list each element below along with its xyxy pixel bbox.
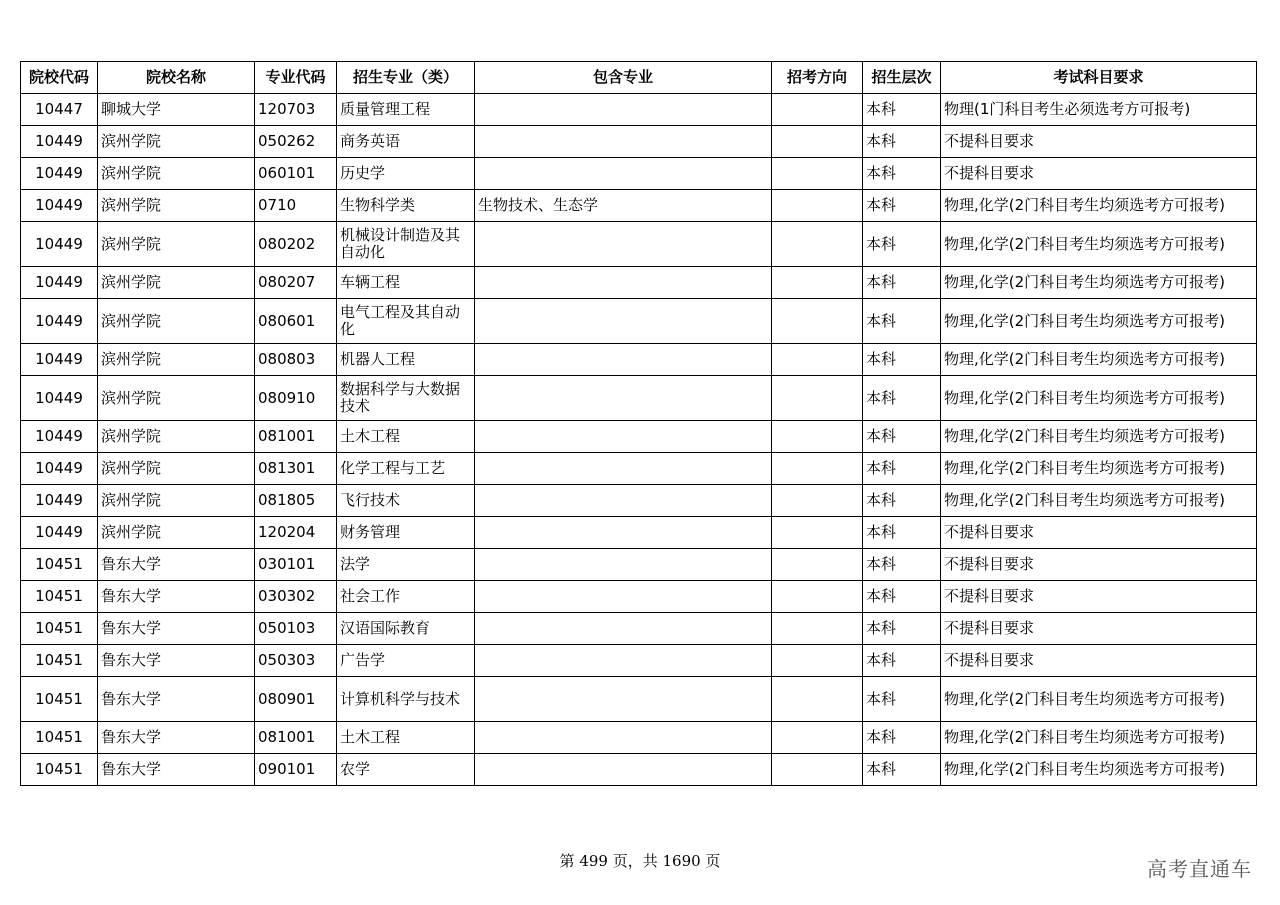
cell-school-code: 10449 bbox=[21, 158, 98, 190]
cell-level: 本科 bbox=[863, 613, 941, 645]
cell-subject-requirement: 物理(1门科目考生必须选考方可报考) bbox=[941, 94, 1257, 126]
cell-subject-requirement: 物理,化学(2门科目考生均须选考方可报考) bbox=[941, 754, 1257, 786]
cell-included-majors bbox=[475, 344, 772, 376]
cell-school-name: 滨州学院 bbox=[98, 421, 255, 453]
cell-level: 本科 bbox=[863, 645, 941, 677]
cell-school-name: 鲁东大学 bbox=[98, 613, 255, 645]
cell-school-name: 滨州学院 bbox=[98, 453, 255, 485]
table-row bbox=[21, 376, 1257, 421]
cell-school-name: 滨州学院 bbox=[98, 267, 255, 299]
cell-school-code: 10451 bbox=[21, 613, 98, 645]
table-row bbox=[21, 581, 1257, 613]
cell-major-code: 080207 bbox=[255, 267, 337, 299]
cell-level: 本科 bbox=[863, 299, 941, 344]
table-row bbox=[21, 222, 1257, 267]
cell-school-code: 10449 bbox=[21, 267, 98, 299]
cell-direction bbox=[772, 421, 863, 453]
table-row bbox=[21, 299, 1257, 344]
table-row bbox=[21, 126, 1257, 158]
cell-school-code: 10449 bbox=[21, 222, 98, 267]
cell-included-majors bbox=[475, 222, 772, 267]
cell-level: 本科 bbox=[863, 581, 941, 613]
table-row bbox=[21, 485, 1257, 517]
cell-subject-requirement: 不提科目要求 bbox=[941, 158, 1257, 190]
cell-major: 土木工程 bbox=[337, 421, 475, 453]
cell-direction bbox=[772, 126, 863, 158]
cell-direction bbox=[772, 299, 863, 344]
cell-included-majors bbox=[475, 94, 772, 126]
table-row bbox=[21, 645, 1257, 677]
cell-major-code: 060101 bbox=[255, 158, 337, 190]
cell-major-code: 080202 bbox=[255, 222, 337, 267]
table-row bbox=[21, 421, 1257, 453]
cell-school-name: 鲁东大学 bbox=[98, 549, 255, 581]
cell-included-majors bbox=[475, 645, 772, 677]
cell-included-majors bbox=[475, 722, 772, 754]
cell-subject-requirement: 物理,化学(2门科目考生均须选考方可报考) bbox=[941, 485, 1257, 517]
table-row bbox=[21, 94, 1257, 126]
cell-school-code: 10449 bbox=[21, 421, 98, 453]
cell-direction bbox=[772, 677, 863, 722]
table-row bbox=[21, 722, 1257, 754]
cell-included-majors bbox=[475, 158, 772, 190]
cell-major: 机器人工程 bbox=[337, 344, 475, 376]
cell-major: 飞行技术 bbox=[337, 485, 475, 517]
cell-major-code: 050103 bbox=[255, 613, 337, 645]
cell-major-code: 080803 bbox=[255, 344, 337, 376]
cell-direction bbox=[772, 453, 863, 485]
cell-major: 社会工作 bbox=[337, 581, 475, 613]
cell-major: 土木工程 bbox=[337, 722, 475, 754]
cell-school-name: 滨州学院 bbox=[98, 126, 255, 158]
cell-subject-requirement: 不提科目要求 bbox=[941, 581, 1257, 613]
cell-level: 本科 bbox=[863, 190, 941, 222]
cell-direction bbox=[772, 222, 863, 267]
header-row bbox=[21, 62, 1257, 94]
cell-subject-requirement: 物理,化学(2门科目考生均须选考方可报考) bbox=[941, 190, 1257, 222]
cell-major: 计算机科学与技术 bbox=[337, 677, 475, 722]
cell-direction bbox=[772, 754, 863, 786]
cell-subject-requirement: 不提科目要求 bbox=[941, 126, 1257, 158]
cell-major: 质量管理工程 bbox=[337, 94, 475, 126]
cell-school-code: 10451 bbox=[21, 754, 98, 786]
cell-direction bbox=[772, 267, 863, 299]
cell-included-majors bbox=[475, 517, 772, 549]
cell-school-code: 10449 bbox=[21, 299, 98, 344]
cell-school-name: 滨州学院 bbox=[98, 344, 255, 376]
cell-direction bbox=[772, 94, 863, 126]
cell-major: 数据科学与大数据技术 bbox=[337, 376, 475, 421]
cell-level: 本科 bbox=[863, 485, 941, 517]
cell-school-name: 鲁东大学 bbox=[98, 722, 255, 754]
cell-included-majors bbox=[475, 754, 772, 786]
table-row bbox=[21, 517, 1257, 549]
cell-level: 本科 bbox=[863, 549, 941, 581]
cell-included-majors bbox=[475, 376, 772, 421]
cell-subject-requirement: 物理,化学(2门科目考生均须选考方可报考) bbox=[941, 222, 1257, 267]
cell-subject-requirement: 物理,化学(2门科目考生均须选考方可报考) bbox=[941, 722, 1257, 754]
header-included-majors: 包含专业 bbox=[475, 62, 772, 94]
cell-major: 历史学 bbox=[337, 158, 475, 190]
cell-direction bbox=[772, 549, 863, 581]
cell-major-code: 080601 bbox=[255, 299, 337, 344]
cell-major: 电气工程及其自动化 bbox=[337, 299, 475, 344]
cell-subject-requirement: 物理,化学(2门科目考生均须选考方可报考) bbox=[941, 677, 1257, 722]
cell-school-code: 10451 bbox=[21, 581, 98, 613]
cell-included-majors bbox=[475, 581, 772, 613]
cell-direction bbox=[772, 722, 863, 754]
cell-direction bbox=[772, 376, 863, 421]
table-row bbox=[21, 190, 1257, 222]
cell-direction bbox=[772, 190, 863, 222]
cell-school-name: 滨州学院 bbox=[98, 190, 255, 222]
table-row bbox=[21, 344, 1257, 376]
cell-included-majors bbox=[475, 613, 772, 645]
cell-school-name: 滨州学院 bbox=[98, 222, 255, 267]
cell-level: 本科 bbox=[863, 754, 941, 786]
cell-direction bbox=[772, 158, 863, 190]
cell-school-code: 10449 bbox=[21, 517, 98, 549]
cell-major-code: 030101 bbox=[255, 549, 337, 581]
cell-included-majors bbox=[475, 453, 772, 485]
table-row bbox=[21, 677, 1257, 722]
cell-direction bbox=[772, 645, 863, 677]
cell-direction bbox=[772, 517, 863, 549]
cell-direction bbox=[772, 344, 863, 376]
cell-major-code: 080910 bbox=[255, 376, 337, 421]
cell-major-code: 120204 bbox=[255, 517, 337, 549]
table-row bbox=[21, 549, 1257, 581]
cell-school-code: 10449 bbox=[21, 126, 98, 158]
cell-major-code: 081301 bbox=[255, 453, 337, 485]
cell-included-majors bbox=[475, 485, 772, 517]
cell-major: 机械设计制造及其自动化 bbox=[337, 222, 475, 267]
cell-school-code: 10449 bbox=[21, 453, 98, 485]
cell-level: 本科 bbox=[863, 344, 941, 376]
cell-major-code: 081001 bbox=[255, 722, 337, 754]
cell-level: 本科 bbox=[863, 517, 941, 549]
cell-major-code: 050303 bbox=[255, 645, 337, 677]
cell-level: 本科 bbox=[863, 421, 941, 453]
cell-major: 广告学 bbox=[337, 645, 475, 677]
cell-major: 商务英语 bbox=[337, 126, 475, 158]
cell-school-name: 滨州学院 bbox=[98, 517, 255, 549]
table-row bbox=[21, 267, 1257, 299]
cell-school-name: 滨州学院 bbox=[98, 158, 255, 190]
cell-direction bbox=[772, 613, 863, 645]
cell-level: 本科 bbox=[863, 94, 941, 126]
cell-level: 本科 bbox=[863, 376, 941, 421]
cell-school-code: 10449 bbox=[21, 344, 98, 376]
cell-school-name: 鲁东大学 bbox=[98, 645, 255, 677]
cell-school-name: 鲁东大学 bbox=[98, 754, 255, 786]
admissions-table bbox=[20, 61, 1257, 786]
cell-school-code: 10451 bbox=[21, 677, 98, 722]
header-major: 招生专业（类） bbox=[337, 62, 475, 94]
cell-major-code: 080901 bbox=[255, 677, 337, 722]
cell-included-majors bbox=[475, 126, 772, 158]
cell-level: 本科 bbox=[863, 222, 941, 267]
table-row bbox=[21, 613, 1257, 645]
header-school-name: 院校名称 bbox=[98, 62, 255, 94]
cell-school-name: 鲁东大学 bbox=[98, 677, 255, 722]
cell-school-code: 10449 bbox=[21, 376, 98, 421]
cell-subject-requirement: 物理,化学(2门科目考生均须选考方可报考) bbox=[941, 344, 1257, 376]
cell-school-name: 聊城大学 bbox=[98, 94, 255, 126]
cell-included-majors bbox=[475, 549, 772, 581]
header-subject-requirement: 考试科目要求 bbox=[941, 62, 1257, 94]
cell-subject-requirement: 物理,化学(2门科目考生均须选考方可报考) bbox=[941, 421, 1257, 453]
cell-included-majors: 生物技术、生态学 bbox=[475, 190, 772, 222]
cell-major-code: 050262 bbox=[255, 126, 337, 158]
watermark: 高考直通车 bbox=[1147, 857, 1252, 881]
cell-major-code: 0710 bbox=[255, 190, 337, 222]
cell-major-code: 120703 bbox=[255, 94, 337, 126]
cell-level: 本科 bbox=[863, 722, 941, 754]
cell-included-majors bbox=[475, 677, 772, 722]
header-direction: 招考方向 bbox=[772, 62, 863, 94]
cell-included-majors bbox=[475, 299, 772, 344]
cell-level: 本科 bbox=[863, 267, 941, 299]
cell-major-code: 030302 bbox=[255, 581, 337, 613]
cell-major: 化学工程与工艺 bbox=[337, 453, 475, 485]
cell-subject-requirement: 不提科目要求 bbox=[941, 613, 1257, 645]
cell-school-code: 10449 bbox=[21, 485, 98, 517]
cell-major: 车辆工程 bbox=[337, 267, 475, 299]
table-row bbox=[21, 158, 1257, 190]
cell-level: 本科 bbox=[863, 126, 941, 158]
table-row bbox=[21, 754, 1257, 786]
page-number: 第 499 页，共 1690 页 bbox=[559, 852, 721, 870]
table-row bbox=[21, 453, 1257, 485]
cell-level: 本科 bbox=[863, 453, 941, 485]
admissions-table-container bbox=[20, 61, 1256, 786]
cell-school-code: 10447 bbox=[21, 94, 98, 126]
cell-subject-requirement: 物理,化学(2门科目考生均须选考方可报考) bbox=[941, 267, 1257, 299]
cell-included-majors bbox=[475, 267, 772, 299]
cell-subject-requirement: 不提科目要求 bbox=[941, 645, 1257, 677]
table-body bbox=[21, 94, 1257, 786]
cell-major: 汉语国际教育 bbox=[337, 613, 475, 645]
cell-school-name: 滨州学院 bbox=[98, 299, 255, 344]
header-level: 招生层次 bbox=[863, 62, 941, 94]
cell-school-code: 10451 bbox=[21, 645, 98, 677]
cell-direction bbox=[772, 485, 863, 517]
cell-major: 农学 bbox=[337, 754, 475, 786]
cell-school-name: 滨州学院 bbox=[98, 376, 255, 421]
cell-subject-requirement: 物理,化学(2门科目考生均须选考方可报考) bbox=[941, 453, 1257, 485]
header-school-code: 院校代码 bbox=[21, 62, 98, 94]
cell-major: 法学 bbox=[337, 549, 475, 581]
header-major-code: 专业代码 bbox=[255, 62, 337, 94]
cell-school-code: 10449 bbox=[21, 190, 98, 222]
cell-subject-requirement: 物理,化学(2门科目考生均须选考方可报考) bbox=[941, 376, 1257, 421]
cell-major-code: 081001 bbox=[255, 421, 337, 453]
cell-direction bbox=[772, 581, 863, 613]
cell-subject-requirement: 不提科目要求 bbox=[941, 549, 1257, 581]
cell-major-code: 090101 bbox=[255, 754, 337, 786]
cell-subject-requirement: 不提科目要求 bbox=[941, 517, 1257, 549]
cell-level: 本科 bbox=[863, 158, 941, 190]
cell-school-code: 10451 bbox=[21, 549, 98, 581]
cell-included-majors bbox=[475, 421, 772, 453]
cell-major: 财务管理 bbox=[337, 517, 475, 549]
cell-major-code: 081805 bbox=[255, 485, 337, 517]
cell-school-code: 10451 bbox=[21, 722, 98, 754]
cell-school-name: 鲁东大学 bbox=[98, 581, 255, 613]
cell-major: 生物科学类 bbox=[337, 190, 475, 222]
cell-level: 本科 bbox=[863, 677, 941, 722]
cell-subject-requirement: 物理,化学(2门科目考生均须选考方可报考) bbox=[941, 299, 1257, 344]
cell-school-name: 滨州学院 bbox=[98, 485, 255, 517]
